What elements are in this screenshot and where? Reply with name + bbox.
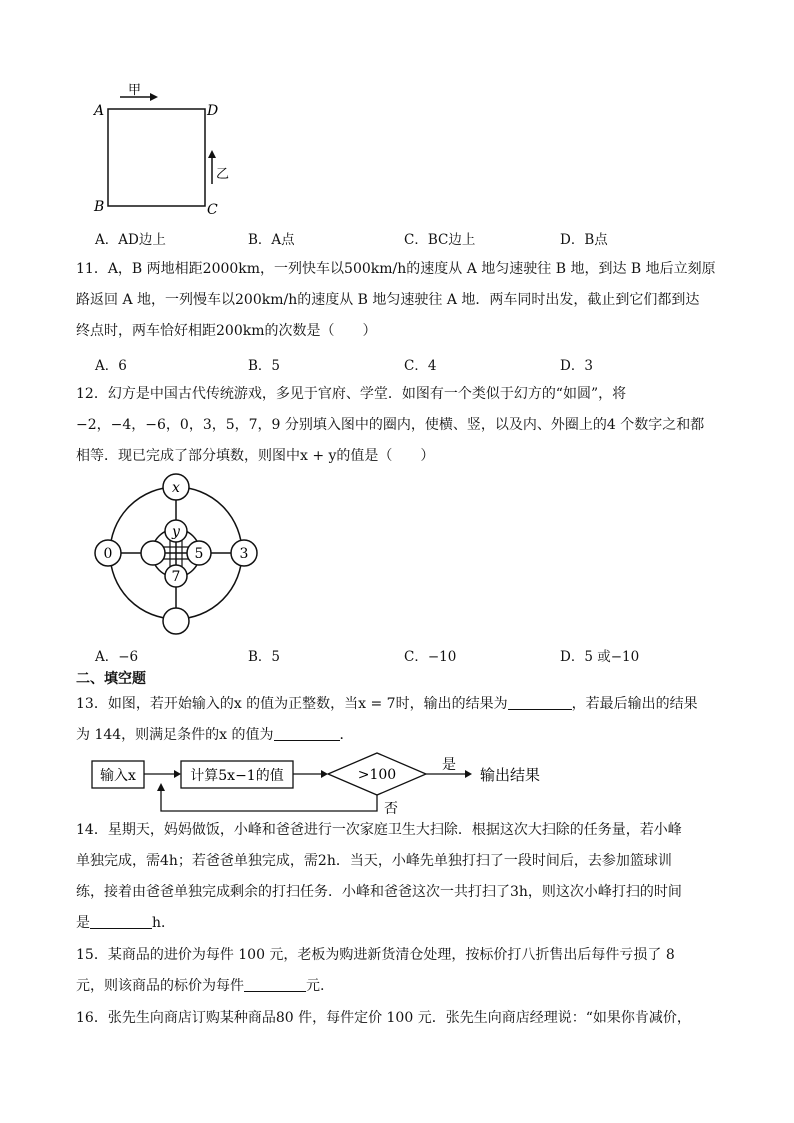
square-figure [88,80,248,220]
q15-line2-start: 元，则该商品的标价为每件 [76,978,244,994]
q13-blank2[interactable] [274,726,340,741]
value-inner-bottom: 7 [171,569,181,585]
q15-line2 [76,976,324,996]
q11-line2: 路返回 A 地，一列慢车以200km/h的速度从 B 地匀速驶往 A 地．两车同时出发，截止到它们都到达 [76,292,700,308]
flow-loop-head [157,783,165,791]
label-c: C [207,202,218,218]
q11-option-d: D．3 [560,358,593,374]
q13-line2 [76,725,354,745]
q12-line2: −2，−4，−6，0，3，5，7，9 分别填入图中的圈内，使横、竖，以及内、外圈上的4 个数字之和都 [76,417,705,433]
q10-option-a: A．AD边上 [95,232,166,248]
magic-circle-figure [88,470,268,640]
q12-line1: 12．幻方是中国古代传统游戏，多见于官府、学堂．如图有一个类似于幻方的“如圆”，将 [76,386,627,402]
q11-line1: 11．A，B 两地相距2000km，一列快车以500km/h的速度从 A 地匀速驶往 B 地，到达 B 地后立刻原 [76,261,716,277]
square-abcd [108,109,205,206]
flow-yes-label: 是 [442,757,456,773]
q11-option-a: A．6 [95,358,127,374]
flow-arrow-yes-head [465,770,472,778]
flowchart [90,750,560,816]
q13-line1-start: 13．如图，若开始输入的x 的值为正整数，当x = 7时，输出的结果为 [76,696,508,712]
flow-output-text: 输出结果 [480,766,541,784]
q16-line1: 16．张先生向商店订购某种商品80 件，每件定价 100 元．张先生向商店经理说：“如果你肯减价， [76,1010,691,1026]
q10-option-c: C．BC边上 [404,232,476,248]
value-right: 3 [239,546,249,562]
q14-blank[interactable] [90,914,152,929]
flow-condition-text: >100 [357,767,397,783]
q14-line1: 14．星期天，妈妈做饭，小峰和爸爸进行一次家庭卫生大扫除．根据这次大扫除的任务量，若小峰 [76,822,682,838]
q12-option-c: C．−10 [404,649,457,665]
q12-option-d: D．5 或−10 [560,649,640,665]
q14-line4-end: h． [152,915,176,931]
q11-line3: 终点时，两车恰好相距200km的次数是（ ） [76,323,377,339]
circle-inner-left [141,541,165,565]
q14-line2: 单独完成，需4h；若爸爸单独完成，需2h．当天，小峰先单独打扫了一段时间后，去参加篮球训 [76,853,672,869]
q11-option-b: B．5 [248,358,281,374]
label-yi: 乙 [216,167,230,182]
q14-line4 [76,913,175,933]
q13-line1 [76,694,698,714]
flow-no-label: 否 [384,801,398,816]
q13-line2-start: 为 144，则满足条件的x 的值为 [76,727,274,743]
flow-arrow-1-head [174,770,181,778]
q10-option-b: B．A点 [248,232,295,248]
q12-option-b: B．5 [248,649,281,665]
q13-blank1[interactable] [508,695,572,710]
q12-option-a: A．−6 [95,649,139,665]
q12-line3: 相等．现已完成了部分填数，则图中x + y的值是（ ） [76,448,435,464]
circle-bottom [163,608,189,634]
value-top: x [172,480,180,496]
q15-blank[interactable] [244,977,306,992]
jia-arrow-head [150,93,158,101]
label-jia: 甲 [128,83,142,98]
q14-line4-start: 是 [76,915,90,931]
q11-option-c: C．4 [404,358,437,374]
yi-arrow-head [208,150,216,158]
flow-compute-text: 计算5x−1的值 [190,768,284,784]
label-d: D [207,103,219,119]
q13-line2-end: ． [339,727,354,743]
q13-line1-end: ，若最后输出的结果 [571,696,698,712]
q10-option-d: D．B点 [560,232,608,248]
q15-line2-end: 元. [306,978,325,994]
label-b: B [94,199,105,215]
q15-line1: 15．某商品的进价为每件 100 元，老板为购进新货清仓处理，按标价打八折售出后每件亏损了 8 [76,947,675,963]
value-left: 0 [103,546,113,562]
label-a: A [94,103,105,119]
value-inner-top: y [172,524,180,540]
flow-loop-line [161,788,377,811]
value-inner-right: 5 [194,546,204,562]
section-heading-fill-blank: 二、填空题 [76,671,146,687]
flow-input-text: 输入x [100,768,136,784]
q14-line3: 练，接着由爸爸单独完成剩余的打扫任务．小峰和爸爸这次一共打扫了3h，则这次小峰打扫的时间 [76,884,682,900]
